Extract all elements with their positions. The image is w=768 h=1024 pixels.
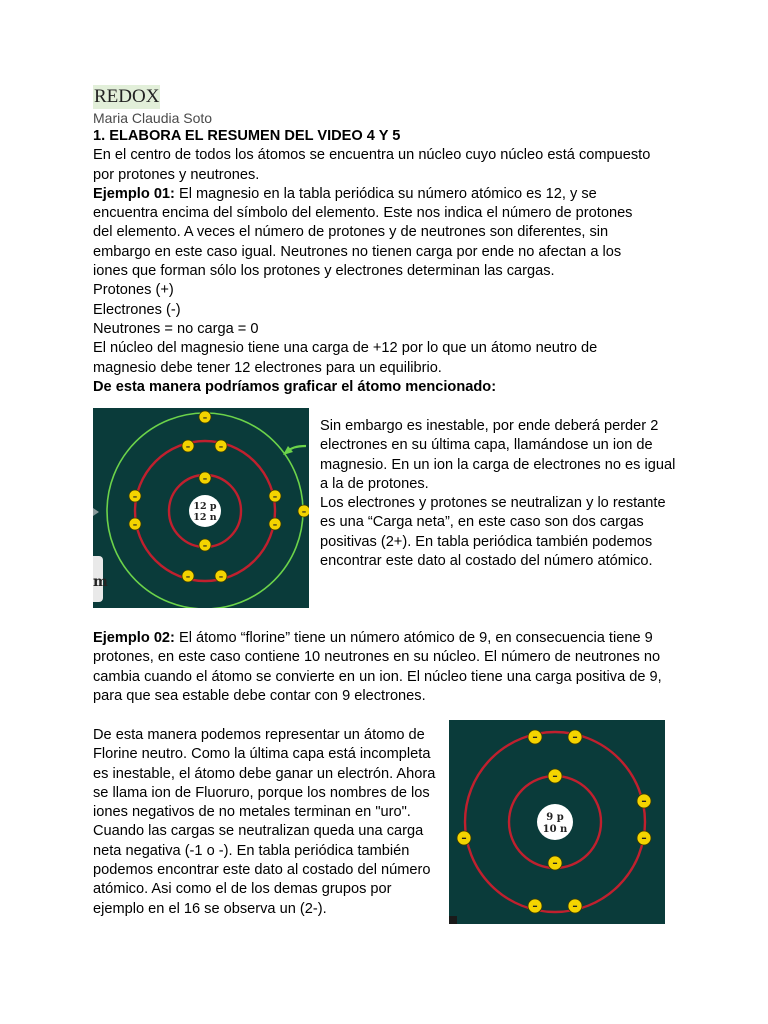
electron-symbol: – bbox=[461, 832, 467, 845]
intro-paragraph: En el centro de todos los átomos se encuentra un núcleo cuyo núcleo está compuesto por protones y neutrones. bbox=[93, 147, 651, 183]
electron-symbol: – bbox=[202, 541, 208, 552]
ejemplo2-label: Ejemplo 02: bbox=[93, 630, 175, 646]
ejemplo1-label: Ejemplo 01: bbox=[93, 185, 175, 202]
ejemplo2-paragraph bbox=[93, 629, 683, 706]
electron-symbol: – bbox=[218, 442, 224, 453]
electron-symbol: – bbox=[272, 520, 278, 531]
electron-symbol: – bbox=[572, 900, 578, 913]
electron-symbol: – bbox=[218, 572, 224, 583]
ejemplo2-block bbox=[93, 629, 683, 706]
fl-neutrons-label: 10 n bbox=[542, 824, 568, 835]
neutrones-line: Neutrones = no carga = 0 bbox=[93, 320, 259, 337]
electron-symbol: – bbox=[272, 492, 278, 503]
electron-symbol: – bbox=[532, 731, 538, 744]
fl-description-1: De esta manera podemos representar un átomo de Florine neutro. Como la última capa está incompleta es inestable, el átomo debe ganar un electrón. Ahora se llama ion de Fluoruro, porque los nombres de los iones negativos de no metales terminan en "uro". bbox=[93, 727, 436, 821]
electron-symbol: – bbox=[552, 857, 558, 870]
mg-neutrons-label: 12 n bbox=[193, 512, 217, 523]
electron-symbol: – bbox=[532, 900, 538, 913]
electron-symbol: – bbox=[185, 572, 191, 583]
ejemplo1-paragraph bbox=[93, 185, 653, 281]
section-heading: 1. ELABORA EL RESUMEN DEL VIDEO 4 Y 5 bbox=[93, 128, 401, 144]
fluorine-atom-diagram bbox=[449, 720, 665, 924]
electron-symbol: – bbox=[572, 731, 578, 744]
main-text-block bbox=[93, 127, 653, 397]
mg-protons-label: 12 p bbox=[193, 501, 217, 512]
fl-description bbox=[93, 726, 438, 919]
document-title: REDOX bbox=[94, 86, 160, 107]
fl-protons-label: 9 p bbox=[546, 812, 564, 823]
magnesium-atom-diagram bbox=[93, 408, 309, 608]
electrones-line: Electrones (-) bbox=[93, 301, 181, 318]
author-name: Maria Claudia Soto bbox=[93, 110, 213, 126]
electron-symbol: – bbox=[641, 832, 647, 845]
fl-description-2: Cuando las cargas se neutralizan queda una carga neta negativa (-1 o -). En tabla periódica también podemos encontrar este dato al costado del número atómico. Asi como el de los demas grupos por ejemplo en el 16 se observa un (2-). bbox=[93, 823, 431, 917]
electron-symbol: – bbox=[301, 507, 307, 518]
protones-line: Protones (+) bbox=[93, 282, 174, 299]
electron-symbol: – bbox=[185, 442, 191, 453]
electron-symbol: – bbox=[132, 520, 138, 531]
mg-description-2: Los electrones y protones se neutralizan y lo restante es una “Carga neta”, en este caso son dos cargas positivas (2+). En tabla periódica también podemos encontrar este dato al costado del número atómico. bbox=[320, 495, 666, 570]
ejemplo1-text: El magnesio en la tabla periódica su número atómico es 12, y se encuentra encima del símbolo del elemento. Este nos indica el número de protones del elemento. A veces el número de protones y de neutrones son diferentes, sin embargo en este caso igual. Neutrones no tienen carga por ende no afectan a los iones que forman sólo los protones y electrones determinan las cargas. bbox=[93, 185, 633, 280]
electron-symbol: – bbox=[202, 413, 208, 424]
electron-symbol: – bbox=[641, 795, 647, 808]
fl-corner-mark bbox=[449, 916, 457, 924]
mg-corner-label: m bbox=[93, 574, 108, 590]
ejemplo2-text: El átomo “florine” tiene un número atómico de 9, en consecuencia tiene 9 protones, en este caso contiene 10 neutrones en su núcleo. El número de neutrones no cambia cuando el átomo se convierte en un ion. El núcleo tiene una carga positiva de 9, para que sea estable debe contar con 9 electrones. bbox=[93, 630, 662, 704]
electron-symbol: – bbox=[202, 474, 208, 485]
nucleo-mg-paragraph: El núcleo del magnesio tiene una carga de +12 por lo que un átomo neutro de magnesio debe tener 12 electrones para un equilibrio. bbox=[93, 340, 598, 376]
mg-description bbox=[320, 417, 680, 571]
mg-description-1: Sin embargo es inestable, por ende deberá perder 2 electrones en su última capa, llamándose un ion de magnesio. En un ion la carga de electrones no es igual a la de protones. bbox=[320, 418, 676, 492]
graficar-heading: De esta manera podríamos graficar el átomo mencionado: bbox=[93, 378, 497, 395]
electron-symbol: – bbox=[552, 770, 558, 783]
electron-symbol: – bbox=[132, 492, 138, 503]
